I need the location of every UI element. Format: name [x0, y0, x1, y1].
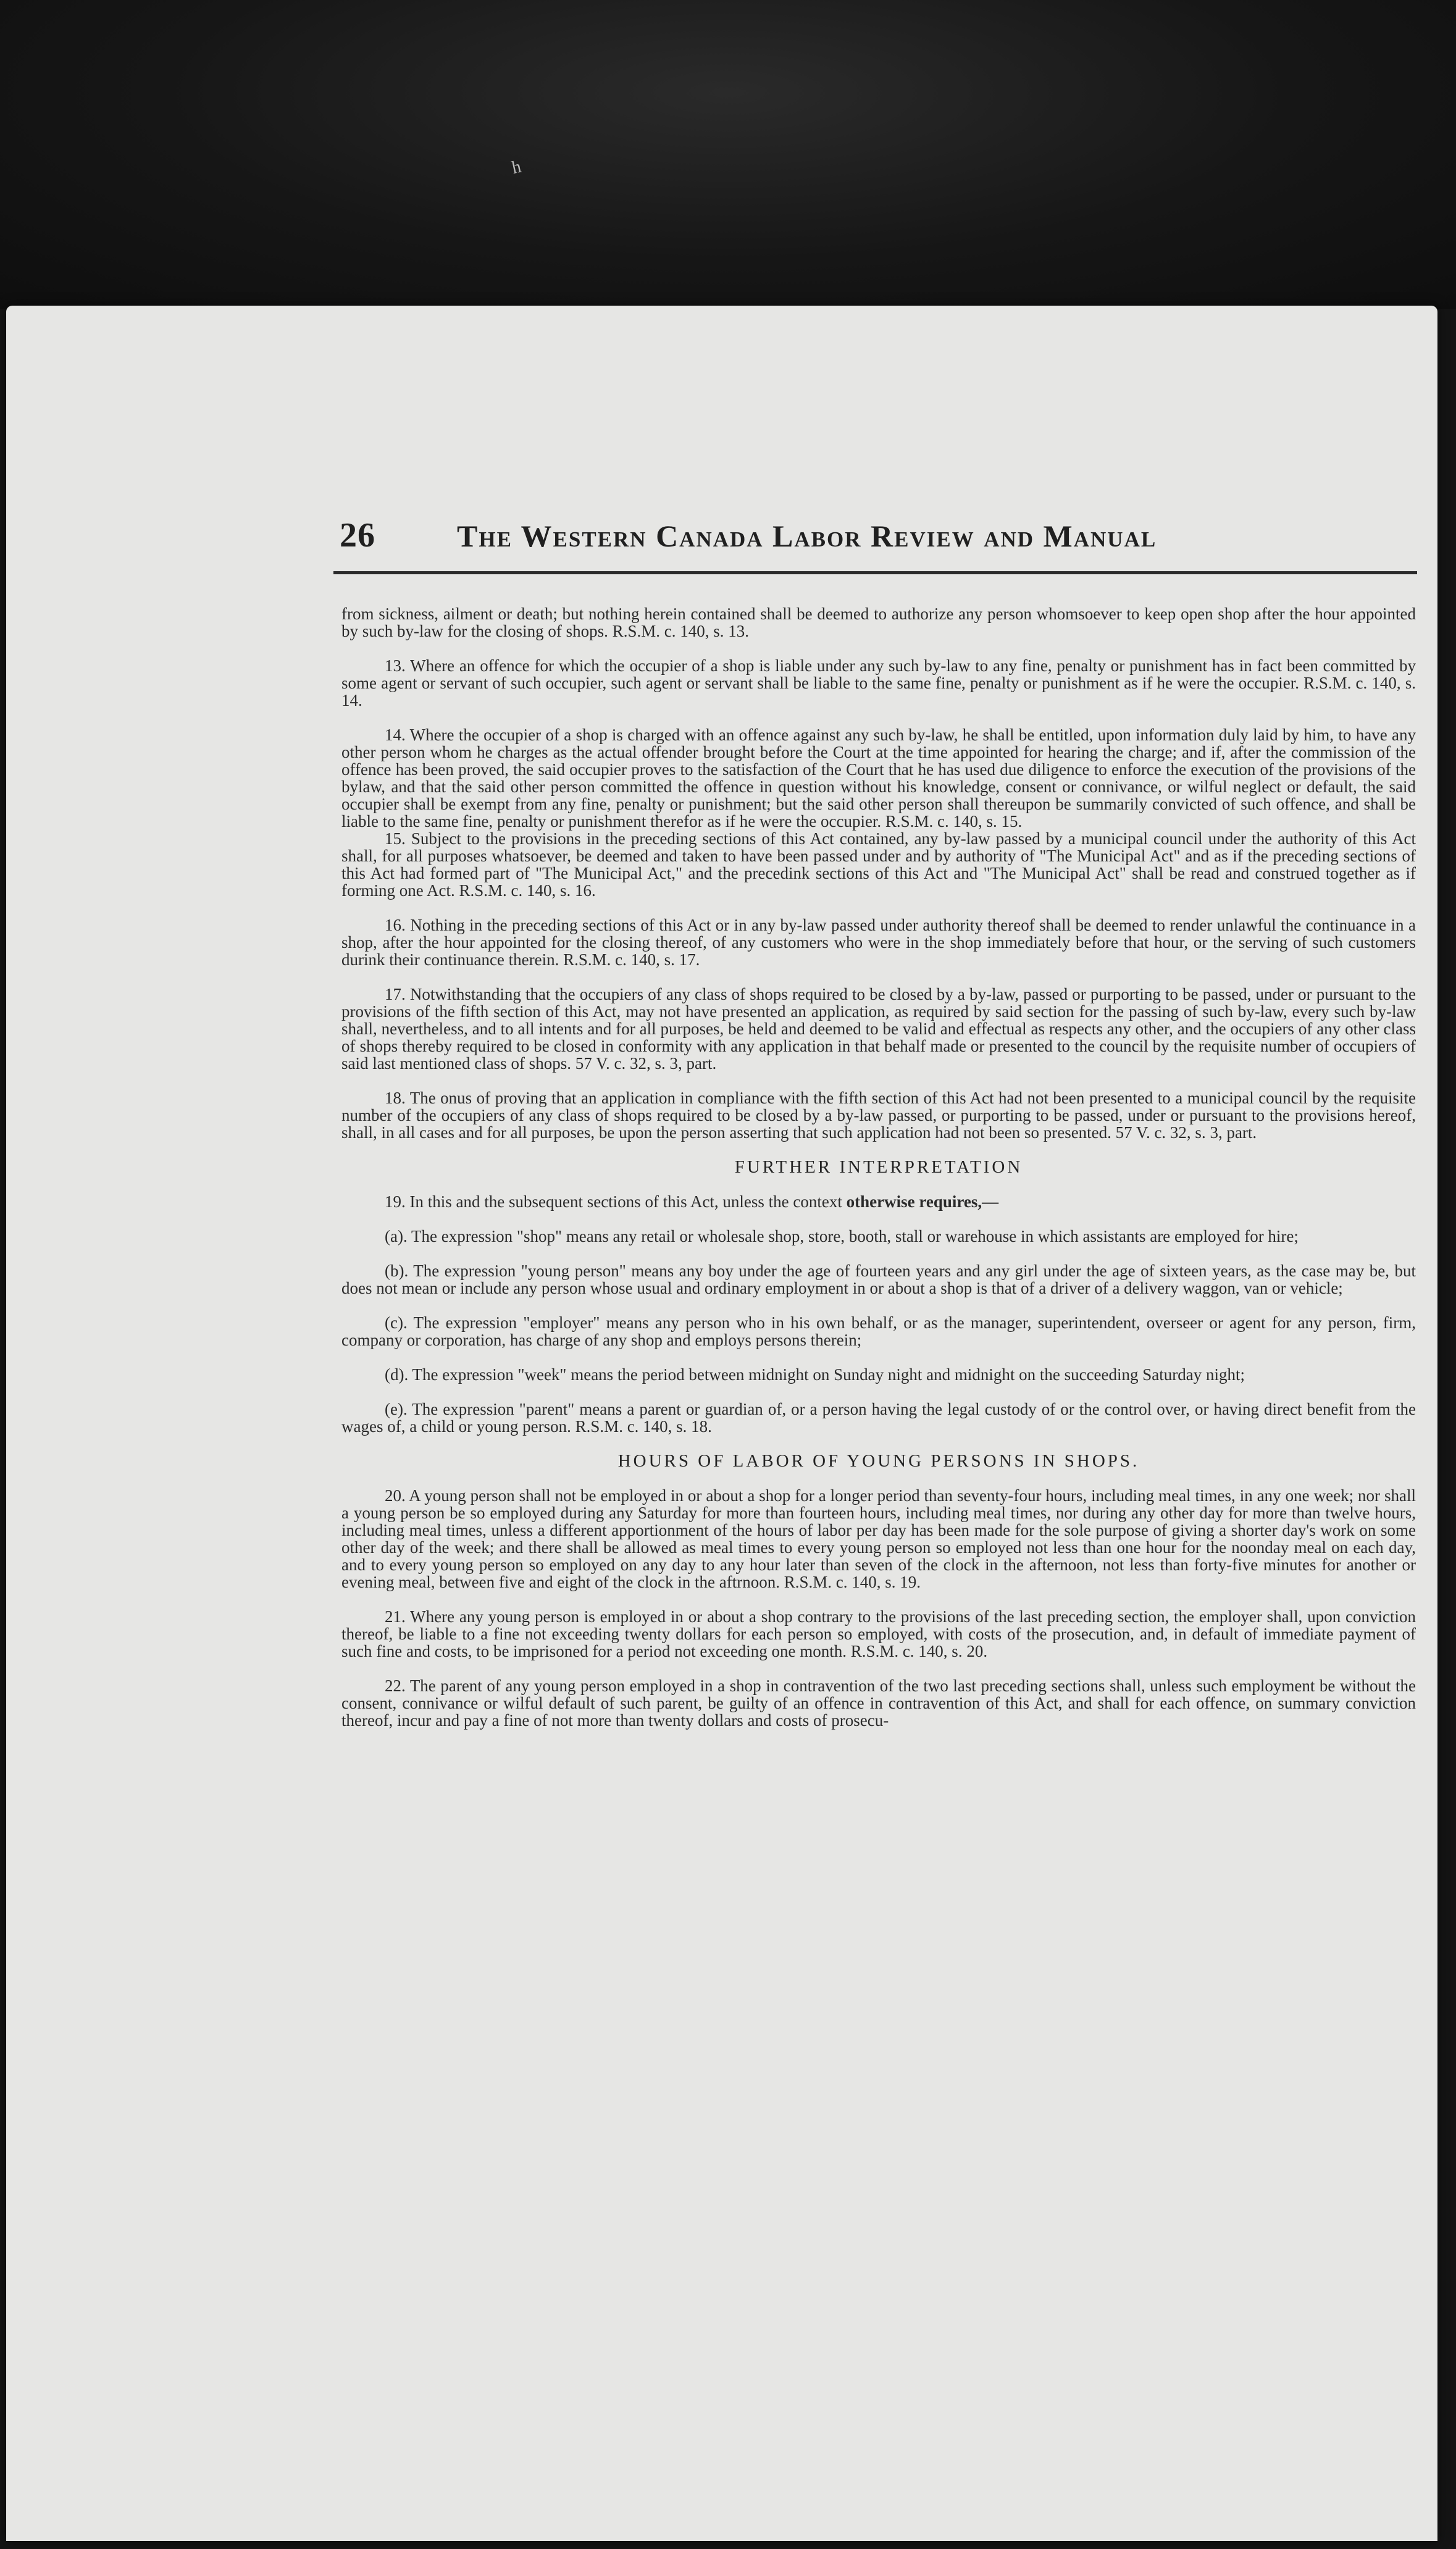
- definition-week: (d). The expression "week" means the period between midnight on Sunday night and midnight on the succeeding Saturday night;: [385, 1365, 1245, 1384]
- page-body: [341, 605, 1416, 1746]
- page-header: [333, 516, 1414, 572]
- section-14: 14. Where the occupier of a shop is charged with an offence against any such by-law, he shall be entitled, upon information duly laid by him, to have any other person whom he charges as the actual offender brought before the Court at the time appointed for hearing the charge; and if, after the commission of the offence has been proved, the said occupier proves to the satisfaction of the Court that he has used due diligence to enforce the execution of the provisions of the bylaw, and that the said other person committed the offence in question without his knowledge, consent or connivance, or wilful neglect or default, the said occupier shall be exempt from any fine, penalty or punishment; but the said other person shall thereupon be summarily convicted of such offence, and shall be liable to the same fine, penalty or punishment therefor as if he were the occupier. R.S.M. c. 140, s. 15.: [341, 726, 1416, 831]
- section-18: 18. The onus of proving that an application in compliance with the fifth section of this Act had not been presented to a municipal council by the requisite number of the occupiers of any class of shops required to be closed by a by-law passed, or purporting to be passed, under or pursuant to the provisions hereof, shall, in all cases and for all purposes, be upon the person asserting that such application had not been so presented. 57 V. c. 32, s. 3, part.: [341, 1089, 1416, 1142]
- section-16: 16. Nothing in the preceding sections of this Act or in any by-law passed under authority thereof shall be deemed to render unlawful the continuance in a shop, after the hour appointed for the closing thereof, of any customers who were in the shop immediately before that hour, or the serving of such customers durink their continuance therein. R.S.M. c. 140, s. 17.: [341, 916, 1416, 969]
- definition-young-person: (b). The expression "young person" means any boy under the age of fourteen years and any girl under the age of sixteen years, as the case may be, but does not mean or include any person whose usual and ordinary employment in or about a shop is that of a driver of a delivery waggon, van or vehicle;: [341, 1262, 1416, 1297]
- section-19-text: 19. In this and the subsequent sections of this Act, unless the context: [385, 1192, 847, 1211]
- section-22: 22. The parent of any young person employed in a shop in contravention of the two last preceding sections shall, unless such employment be without the consent, connivance or wilful default of such parent, be guilty of an offence in contravention of this Act, and shall for each offence, on summary conviction thereof, incur and pay a fine of not more than twenty dollars and costs of prosecu-: [341, 1676, 1416, 1730]
- section-13: 13. Where an offence for which the occupier of a shop is liable under any such by-law to any fine, penalty or punishment has in fact been committed by some agent or servant of such occupier, such agent or servant shall be liable to the same fine, penalty or punishment as if he were the occupier. R.S.M. c. 140, s. 14.: [341, 656, 1416, 709]
- section-17: 17. Notwithstanding that the occupiers of any class of shops required to be closed by a by-law, passed or purporting to be passed, under or pursuant to the provisions of the fifth section of this Act, may not have presented an application, as required by said section for the passing of such by-law, every such by-law shall, nevertheless, and to all intents and for all purposes, be held and deemed to be valid and effectual as respects any other, and the occupiers of any other class of shops thereby required to be closed in conformity with any application in that behalf made or presented to the council by the requisite number of occupiers of said last mentioned class of shops. 57 V. c. 32, s. 3, part.: [341, 985, 1416, 1073]
- heading-further-interpretation: FURTHER INTERPRETATION: [734, 1157, 1023, 1177]
- section-15: 15. Subject to the provisions in the preceding sections of this Act contained, any by-law passed by a municipal council under the authority of this Act shall, for all purposes whatsoever, be deemed and taken to have been passed under and by authority of "The Municipal Act" and as if the preceding sections of this Act had formed part of "The Municipal Act," and the precedink sections of this Act and "The Municipal Act" shall be read and construed together as if forming one Act. R.S.M. c. 140, s. 16.: [341, 829, 1416, 900]
- page-number: 26: [340, 516, 375, 555]
- definition-employer: (c). The expression "employer" means any person who in his own behalf, or as the manager, superintendent, overseer or agent for any person, firm, company or corporation, has charge of any shop and employs persons therein;: [341, 1313, 1416, 1349]
- section-19-emphasis: otherwise requires,—: [846, 1192, 999, 1211]
- running-title: The Western Canada Labor Review and Manual: [457, 519, 1157, 553]
- scan-background: [0, 0, 1456, 309]
- section-21: 21. Where any young person is employed in or about a shop contrary to the provisions of the last preceding section, the employer shall, upon conviction thereof, be liable to a fine not exceeding twenty dollars for each person so employed, with costs of the prosecution, and, in default of immediate payment of such fine and costs, to be imprisoned for a period not exceeding one month. R.S.M. c. 140, s. 20.: [341, 1607, 1416, 1660]
- section-19-intro: [341, 1193, 1416, 1210]
- heading-hours-of-labor: HOURS OF LABOR OF YOUNG PERSONS IN SHOPS.: [617, 1451, 1140, 1471]
- definition-shop: (a). The expression "shop" means any retail or wholesale shop, store, booth, stall or warehouse in which assistants are employed for hire;: [385, 1227, 1299, 1245]
- scan-artifact-mark: ʰ: [509, 154, 525, 189]
- section-20: 20. A young person shall not be employed in or about a shop for a longer period than seventy-four hours, including meal times, in any one week; nor shall a young person be so employed during any Saturday for more than fourteen hours, including meal times, nor during any other day for more than twelve hours, including meal times, unless a different apportionment of the hours of labor per day has been made for the sole purpose of giving a shorter day's work on some other day of the week; and there shall be allowed as meal times to every young person so employed not less than one hour for the noonday meal on each day, and to every young person so employed on any day to any hour later than seven of the clock in the afternoon, not less than forty-five minutes for another or evening meal, between five and eight of the clock in the aftrnoon. R.S.M. c. 140, s. 19.: [341, 1486, 1416, 1591]
- paragraph-continued: from sickness, ailment or death; but nothing herein contained shall be deemed to authorize any person whomsoever to keep open shop after the hour appointed by such by-law for the closing of shops. R.S.M. c. 140, s. 13.: [341, 605, 1416, 640]
- definition-parent: (e). The expression "parent" means a parent or guardian of, or a person having the legal custody of or the control over, or having direct benefit from the wages of, a child or young person. R.S.M. c. 140, s. 18.: [341, 1400, 1416, 1436]
- header-rule: [333, 571, 1417, 574]
